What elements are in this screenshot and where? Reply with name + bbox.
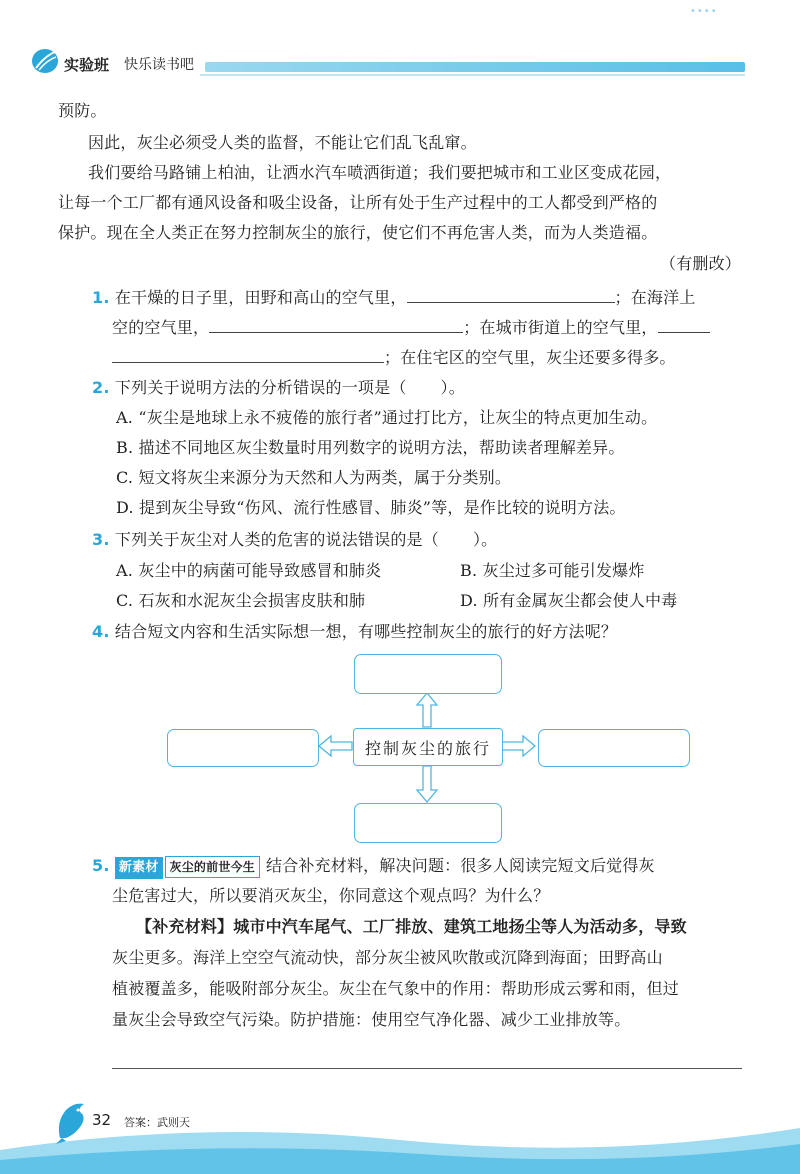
- q3-stem-end: ）。: [472, 530, 498, 549]
- brand-title: 实验班: [64, 56, 110, 74]
- q3-stem-text: 下列关于灰尘对人类的危害的说法错误的是（: [114, 530, 439, 549]
- footer-wave: [0, 1110, 800, 1174]
- q4-stem-text: 结合短文内容和生活实际想一想，有哪些控制灰尘的旅行的好方法呢？: [114, 622, 618, 641]
- topic-tag: 灰尘的前世今生: [165, 856, 260, 878]
- q5-material-line: 植被覆盖多，能吸附部分灰尘。灰尘在气象中的作用：帮助形成云雾和雨，但过: [112, 979, 680, 998]
- arrow-left-icon: [319, 736, 352, 756]
- passage-line: 预防。: [58, 101, 107, 120]
- dolphin-icon: [52, 1098, 92, 1146]
- q1-text: 空的空气里，: [112, 318, 210, 337]
- corner-mark: ••••: [690, 6, 718, 17]
- q2-stem-text: 下列关于说明方法的分析错误的一项是（: [114, 378, 407, 397]
- q3-option-c[interactable]: C. 石灰和水泥灰尘会损害皮肤和肺: [116, 591, 366, 610]
- diagram-box-top[interactable]: [354, 654, 502, 694]
- question-number: 1.: [92, 288, 110, 307]
- question-number: 2.: [92, 378, 110, 397]
- passage-line: 因此，灰尘必须受人类的监督，不能让它们乱飞乱窜。: [88, 133, 477, 152]
- question-number: 4.: [92, 622, 110, 641]
- q5-material-line: 【补充材料】城市中汽车尾气、工厂排放、建筑工地扬尘等人为活动多，导致: [136, 917, 687, 936]
- passage-line: 保护。现在全人类正在努力控制灰尘的旅行，使它们不再危害人类，而为人类造福。: [58, 223, 658, 242]
- q3-option-d[interactable]: D. 所有金属灰尘都会使人中毒: [460, 591, 678, 610]
- new-material-tag: 新素材: [115, 857, 163, 879]
- q3-option-a[interactable]: A. 灰尘中的病菌可能导致感冒和肺炎: [116, 561, 382, 580]
- passage-line: 让每一个工厂都有通风设备和吸尘设备，让所有处于生产过程中的工人都受到严格的: [58, 193, 658, 212]
- q2-option-d[interactable]: D. 提到灰尘导致“伤风、流行性感冒、肺炎”等，是作比较的说明方法。: [116, 498, 626, 517]
- q5-answer-line[interactable]: [112, 1068, 742, 1069]
- passage-source: （有删改）: [660, 254, 742, 273]
- q1-text: ；在城市街道上的空气里，: [463, 318, 658, 337]
- answer-reference: 答案：武则天: [124, 1116, 190, 1129]
- question-number: 5.: [92, 856, 110, 875]
- diagram-center-box: 控制灰尘的旅行: [353, 728, 503, 766]
- q1-text: ；在住宅区的空气里，灰尘还要多得多。: [384, 348, 676, 367]
- q5-material-line: 量灰尘会导致空气污染。防护措施：使用空气净化器、减少工业排放等。: [112, 1010, 631, 1029]
- q1-text: ；在海洋上: [614, 288, 696, 307]
- q2-stem-end: ）。: [440, 378, 465, 397]
- q1-text: 在干燥的日子里，田野和高山的空气里，: [114, 288, 407, 307]
- q2-option-c[interactable]: C. 短文将灰尘来源分为天然和人为两类，属于分类别。: [116, 468, 512, 487]
- question-number: 3.: [92, 530, 110, 549]
- question-5-line1: [92, 856, 655, 879]
- passage-line: 我们要给马路铺上柏油，让洒水汽车喷洒街道；我们要把城市和工业区变成花园，: [88, 163, 672, 182]
- arrow-right-icon: [502, 736, 535, 756]
- arrow-up-icon: [417, 693, 437, 727]
- q2-option-b[interactable]: B. 描述不同地区灰尘数量时用列数字的说明方法，帮助读者理解差异。: [116, 438, 625, 457]
- diagram-box-right[interactable]: [538, 729, 690, 767]
- q5-stem-text: 结合补充材料，解决问题：很多人阅读完短文后觉得灰: [265, 856, 655, 875]
- q3-option-b[interactable]: B. 灰尘过多可能引发爆炸: [460, 561, 645, 580]
- diagram-box-bottom[interactable]: [354, 803, 502, 843]
- diagram-box-left[interactable]: [167, 729, 319, 767]
- q5-stem-line2: 尘危害过大，所以要消灭灰尘，你同意这个观点吗？为什么？: [112, 886, 550, 905]
- section-title: 快乐读书吧: [124, 57, 194, 73]
- q5-material-line: 灰尘更多。海洋上空空气流动快，部分灰尘被风吹散或沉降到海面；田野高山: [112, 948, 663, 967]
- arrow-down-icon: [417, 766, 437, 802]
- page-number: 32: [92, 1111, 112, 1129]
- q2-option-a[interactable]: A. “灰尘是地球上永不疲倦的旅行者”通过打比方，让灰尘的特点更加生动。: [116, 408, 658, 427]
